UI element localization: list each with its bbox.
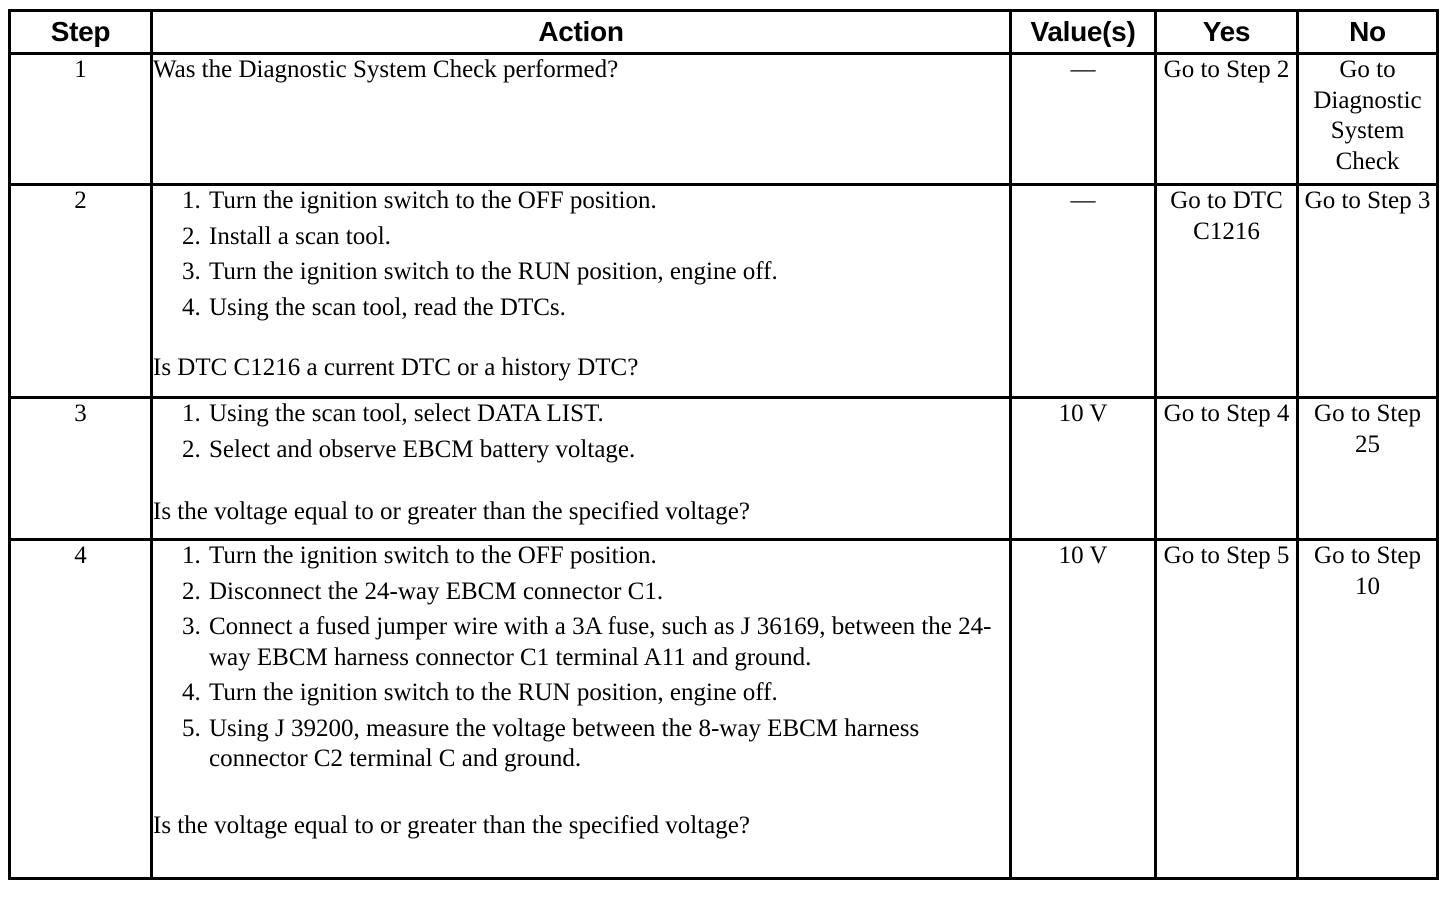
header-row: [10, 11, 1438, 54]
header-step: Step: [10, 11, 152, 54]
table-row: [10, 185, 1438, 398]
header-values: Value(s): [1011, 11, 1156, 54]
no-cell: Go to Diagnostic System Check: [1298, 54, 1438, 185]
table-row: [10, 398, 1438, 540]
list-item: 3. Turn the ignition switch to the RUN position, engine off.: [207, 257, 1009, 288]
question-text: Is DTC C1216 a current DTC or a history DTC?: [153, 354, 639, 381]
step-number: 1: [10, 54, 152, 185]
no-cell: Go to Step 25: [1298, 398, 1438, 540]
header-no: No: [1298, 11, 1438, 54]
value-cell: —: [1011, 185, 1156, 398]
list-item: 2. Install a scan tool.: [207, 222, 1009, 253]
header-yes: Yes: [1156, 11, 1298, 54]
yes-cell: Go to Step 2: [1156, 54, 1298, 185]
action-cell: [152, 54, 1011, 185]
procedure-list: [153, 186, 1009, 323]
step-number: 4: [10, 540, 152, 879]
no-cell: Go to Step 10: [1298, 540, 1438, 879]
list-item: 1. Using the scan tool, select DATA LIST.: [207, 399, 1009, 430]
list-item: 5. Using J 39200, measure the voltage between the 8-way EBCM harness connector C2 terminal C and ground.: [207, 714, 1009, 775]
yes-cell: Go to Step 4: [1156, 398, 1298, 540]
header-action: Action: [152, 11, 1011, 54]
question-text: Is the voltage equal to or greater than the specified voltage?: [153, 498, 750, 525]
action-cell: [152, 185, 1011, 398]
list-item: 2. Disconnect the 24-way EBCM connector C1.: [207, 577, 1009, 608]
list-item: 2. Select and observe EBCM battery voltage.: [207, 435, 1009, 466]
action-cell: [152, 540, 1011, 879]
value-cell: —: [1011, 54, 1156, 185]
procedure-list: [153, 541, 1009, 775]
table-row: [10, 540, 1438, 879]
step-number: 2: [10, 185, 152, 398]
yes-cell: Go to Step 5: [1156, 540, 1298, 879]
question-text: Is the voltage equal to or greater than the specified voltage?: [153, 811, 750, 839]
step-number: 3: [10, 398, 152, 540]
diagnostic-table: [8, 9, 1439, 880]
list-item: 4. Using the scan tool, read the DTCs.: [207, 293, 1009, 324]
yes-cell: Go to DTC C1216: [1156, 185, 1298, 398]
no-cell: Go to Step 3: [1298, 185, 1438, 398]
question-text: Was the Diagnostic System Check performed?: [153, 56, 619, 83]
list-item: 4. Turn the ignition switch to the RUN position, engine off.: [207, 678, 1009, 709]
value-cell: 10 V: [1011, 540, 1156, 879]
list-item: 3. Connect a fused jumper wire with a 3A fuse, such as J 36169, between the 24-way EBCM harness connector C1 terminal A11 and ground.: [207, 612, 1009, 673]
list-item: 1. Turn the ignition switch to the OFF position.: [207, 186, 1009, 217]
table-row: [10, 54, 1438, 185]
value-cell: 10 V: [1011, 398, 1156, 540]
action-cell: [152, 398, 1011, 540]
list-item: 1. Turn the ignition switch to the OFF position.: [207, 541, 1009, 572]
procedure-list: [153, 399, 1009, 465]
